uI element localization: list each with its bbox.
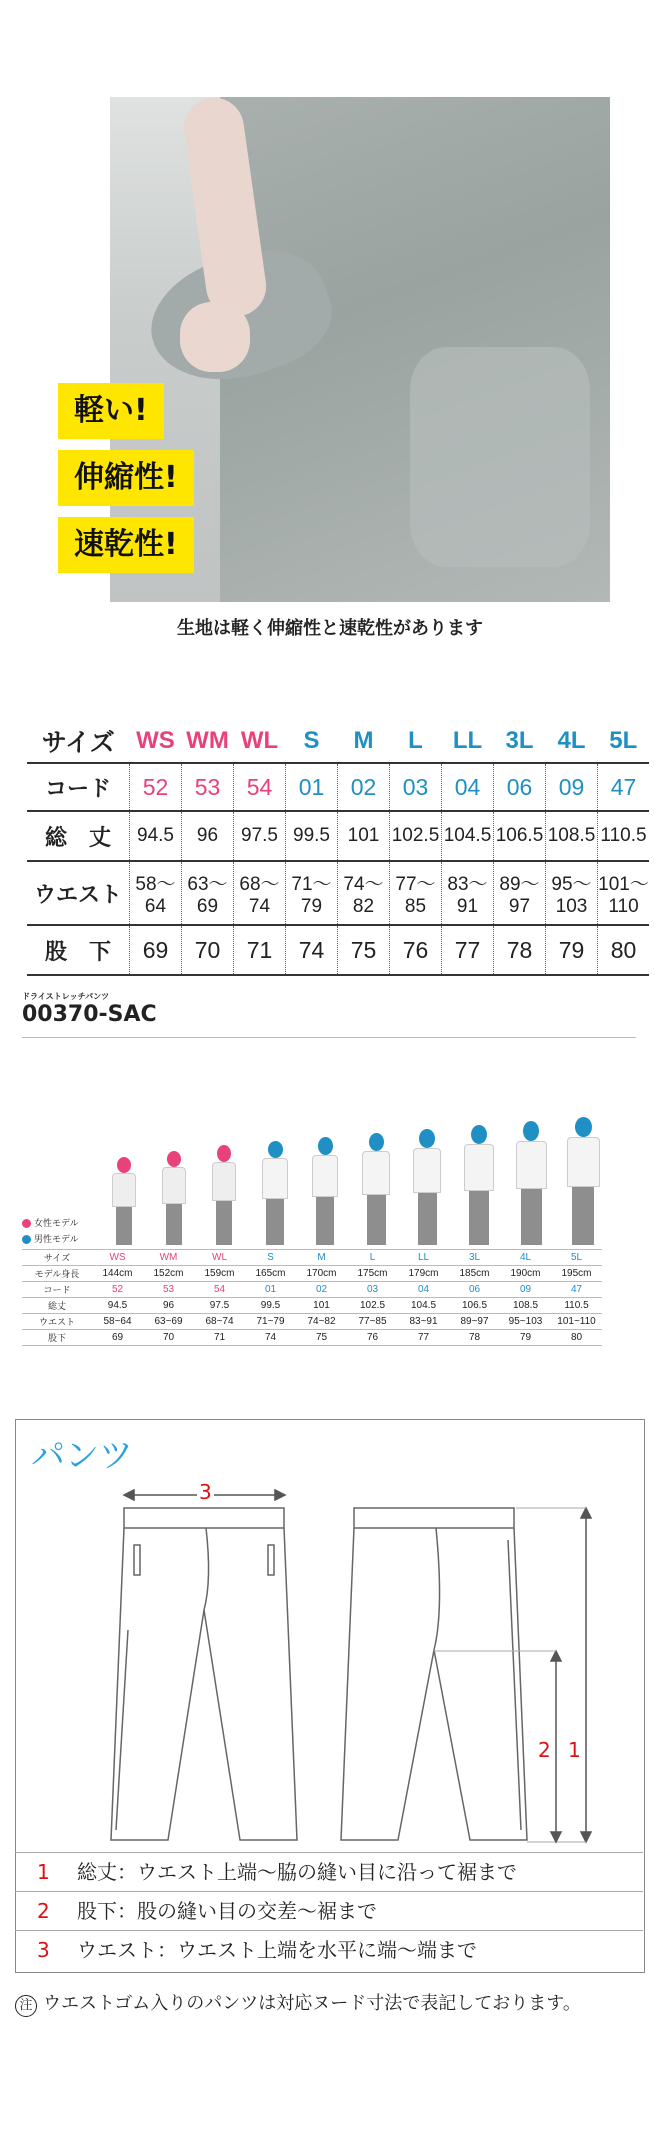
note-3 [15,1930,643,1969]
feature-tag-light: 軽い! [58,383,164,439]
legend-men-label: 男性モデル [34,1235,79,1245]
model-figure-WS [111,1157,137,1245]
row-label-inseam: 股 下 [27,925,130,975]
marker-inseam: 2 [538,1738,551,1762]
cell: 09 [546,763,598,811]
cell: 101 [338,811,390,861]
mini-row-code [22,1282,602,1298]
cell: 77 [442,925,494,975]
cell: 52 [130,763,182,811]
cell: M [296,1250,347,1266]
cell: WL [194,1250,245,1266]
cell: 144cm [92,1266,143,1282]
cell: 03 [390,763,442,811]
cell: 04 [442,763,494,811]
size-4L: 4L [557,727,586,754]
cell: 47 [598,763,650,811]
cell: 02 [296,1282,347,1298]
size-M: M [353,727,374,754]
feature-tag-stretch: 伸縮性! [58,450,194,506]
cell: 68～74 [234,861,286,925]
cell: 83～91 [442,861,494,925]
marker-total: 1 [568,1738,581,1762]
product-subtitle: ドライストレッチパンツ [22,992,110,1001]
cell: 58~64 [92,1314,143,1330]
size-row-waist [27,861,649,925]
size-header-row [27,720,649,763]
cell: 94.5 [92,1298,143,1314]
cell: 79 [546,925,598,975]
marker-waist: 3 [199,1480,212,1504]
cell: 96 [143,1298,194,1314]
row-label-length: 総 丈 [27,811,130,861]
cell: 106.5 [449,1298,500,1314]
cell: 74 [245,1330,296,1346]
cell: 108.5 [546,811,598,861]
cell: 63～69 [182,861,234,925]
cell: 159cm [194,1266,245,1282]
cell: 101~110 [551,1314,602,1330]
cell: 02 [338,763,390,811]
note-number: 1 [37,1860,50,1884]
cell: 71 [194,1330,245,1346]
note-number: 3 [37,1938,50,1962]
cell: 102.5 [390,811,442,861]
cell: 80 [598,925,650,975]
cell: 101～110 [598,861,650,925]
back-pants [341,1508,527,1840]
total-length-arrow [516,1508,591,1842]
model-figure-L [361,1133,391,1245]
divider [22,1037,636,1038]
cell: 75 [338,925,390,975]
cell: 71 [234,925,286,975]
size-row-inseam [27,925,649,975]
mini-row-size [22,1250,602,1266]
cell: 80 [551,1330,602,1346]
model-figure-4L [515,1121,547,1245]
cell: 01 [245,1282,296,1298]
size-table [27,720,649,976]
cell: 106.5 [494,811,546,861]
mini-row-waist [22,1314,602,1330]
mini-row-length [22,1298,602,1314]
model-figure-3L [463,1125,495,1245]
model-figure-WL [211,1145,237,1245]
mini-label: モデル身長 [22,1266,92,1282]
mini-label: 股下 [22,1330,92,1346]
note-text: ウエスト：ウエスト上端を水平に端～端まで [77,1938,477,1962]
cell: 01 [286,763,338,811]
cell: 195cm [551,1266,602,1282]
cell: 185cm [449,1266,500,1282]
cell: 77~85 [347,1314,398,1330]
size-S: S [303,727,320,754]
mini-label: サイズ [22,1250,92,1266]
cell: 69 [130,925,182,975]
mini-label: コード [22,1282,92,1298]
cell: 74 [286,925,338,975]
cell: 04 [398,1282,449,1298]
cell: 54 [234,763,286,811]
size-row-length [27,811,649,861]
size-WM: WM [186,727,229,754]
hero-caption: 生地は軽く伸縮性と速乾性があります [177,618,483,639]
cell: 190cm [500,1266,551,1282]
mini-label: 総丈 [22,1298,92,1314]
mini-label: ウエスト [22,1314,92,1330]
size-WS: WS [136,727,175,754]
size-row-code [27,763,649,811]
cell: WS [92,1250,143,1266]
diagram-title: パンツ [31,1436,133,1476]
model-size-table [22,1249,602,1346]
model-figures [55,1130,635,1245]
legend-women-label: 女性モデル [34,1219,79,1229]
size-LL: LL [452,727,483,754]
feature-tag-quickdry: 速乾性! [58,517,194,573]
cell: 76 [390,925,442,975]
cell: 06 [494,763,546,811]
model-figure-LL [412,1129,442,1245]
cell: 104.5 [442,811,494,861]
woman-icon [22,1219,31,1228]
cell: 71~79 [245,1314,296,1330]
measurement-notes [15,1852,643,1969]
cell: 102.5 [347,1298,398,1314]
cell: 06 [449,1282,500,1298]
cell: 101 [296,1298,347,1314]
mini-row-height [22,1266,602,1282]
cell: 179cm [398,1266,449,1282]
cell: S [245,1250,296,1266]
cell: 152cm [143,1266,194,1282]
cell: 5L [551,1250,602,1266]
cell: 110.5 [598,811,650,861]
size-L: L [408,727,423,754]
cell: 83~91 [398,1314,449,1330]
cell: 70 [182,925,234,975]
cell: 70 [143,1330,194,1346]
cell: 68~74 [194,1314,245,1330]
cell: 09 [500,1282,551,1298]
cell: 3L [449,1250,500,1266]
cell: 97.5 [194,1298,245,1314]
cell: 03 [347,1282,398,1298]
cell: 58～64 [130,861,182,925]
cell: 71～79 [286,861,338,925]
fabric-fold [410,347,590,567]
mini-row-inseam [22,1330,602,1346]
cell: 69 [92,1330,143,1346]
model-figure-5L [566,1117,600,1245]
cell: 170cm [296,1266,347,1282]
cell: 89~97 [449,1314,500,1330]
cell: 99.5 [245,1298,296,1314]
note-1 [15,1852,643,1891]
cell: 52 [92,1282,143,1298]
model-figure-M [311,1137,339,1245]
cell: 175cm [347,1266,398,1282]
cell: 75 [296,1330,347,1346]
cell: 79 [500,1330,551,1346]
note-text: 股下：股の縫い目の交差～裾まで [77,1899,377,1923]
front-pants [111,1508,297,1840]
cell: WM [143,1250,194,1266]
cell: 74～82 [338,861,390,925]
legend-women [22,1216,79,1229]
cell: 94.5 [130,811,182,861]
cell: L [347,1250,398,1266]
size-5L: 5L [609,727,638,754]
cell: 97.5 [234,811,286,861]
size-corner-label: サイズ [41,729,115,757]
row-label-waist: ウエスト [27,861,130,925]
cell: 47 [551,1282,602,1298]
cell: 104.5 [398,1298,449,1314]
cell: 53 [182,763,234,811]
product-code: 00370-SAC [22,1002,157,1027]
hand [180,302,250,372]
note-mark-icon: 注 [15,1995,37,2017]
note-number: 2 [37,1899,50,1923]
footnote-text: ウエストゴム入りのパンツは対応ヌード寸法で表記しております。 [43,1993,581,2014]
cell: 95~103 [500,1314,551,1330]
cell: LL [398,1250,449,1266]
footnote [15,1989,581,2017]
cell: 77 [398,1330,449,1346]
cell: 108.5 [500,1298,551,1314]
cell: 63~69 [143,1314,194,1330]
cell: 95～103 [546,861,598,925]
legend-men [22,1232,79,1245]
cell: 4L [500,1250,551,1266]
size-3L: 3L [505,727,534,754]
note-text: 総丈：ウエスト上端～脇の縫い目に沿って裾まで [77,1860,517,1884]
cell: 78 [449,1330,500,1346]
cell: 89～97 [494,861,546,925]
cell: 77～85 [390,861,442,925]
cell: 54 [194,1282,245,1298]
cell: 110.5 [551,1298,602,1314]
man-icon [22,1235,31,1244]
cell: 78 [494,925,546,975]
row-label-code: コード [27,763,130,811]
cell: 53 [143,1282,194,1298]
size-WL: WL [240,727,279,754]
note-2 [15,1891,643,1930]
cell: 99.5 [286,811,338,861]
cell: 74~82 [296,1314,347,1330]
model-figure-WM [161,1151,187,1245]
cell: 76 [347,1330,398,1346]
pants-drawing [16,1420,644,1850]
model-figure-S [261,1141,289,1245]
cell: 96 [182,811,234,861]
cell: 165cm [245,1266,296,1282]
